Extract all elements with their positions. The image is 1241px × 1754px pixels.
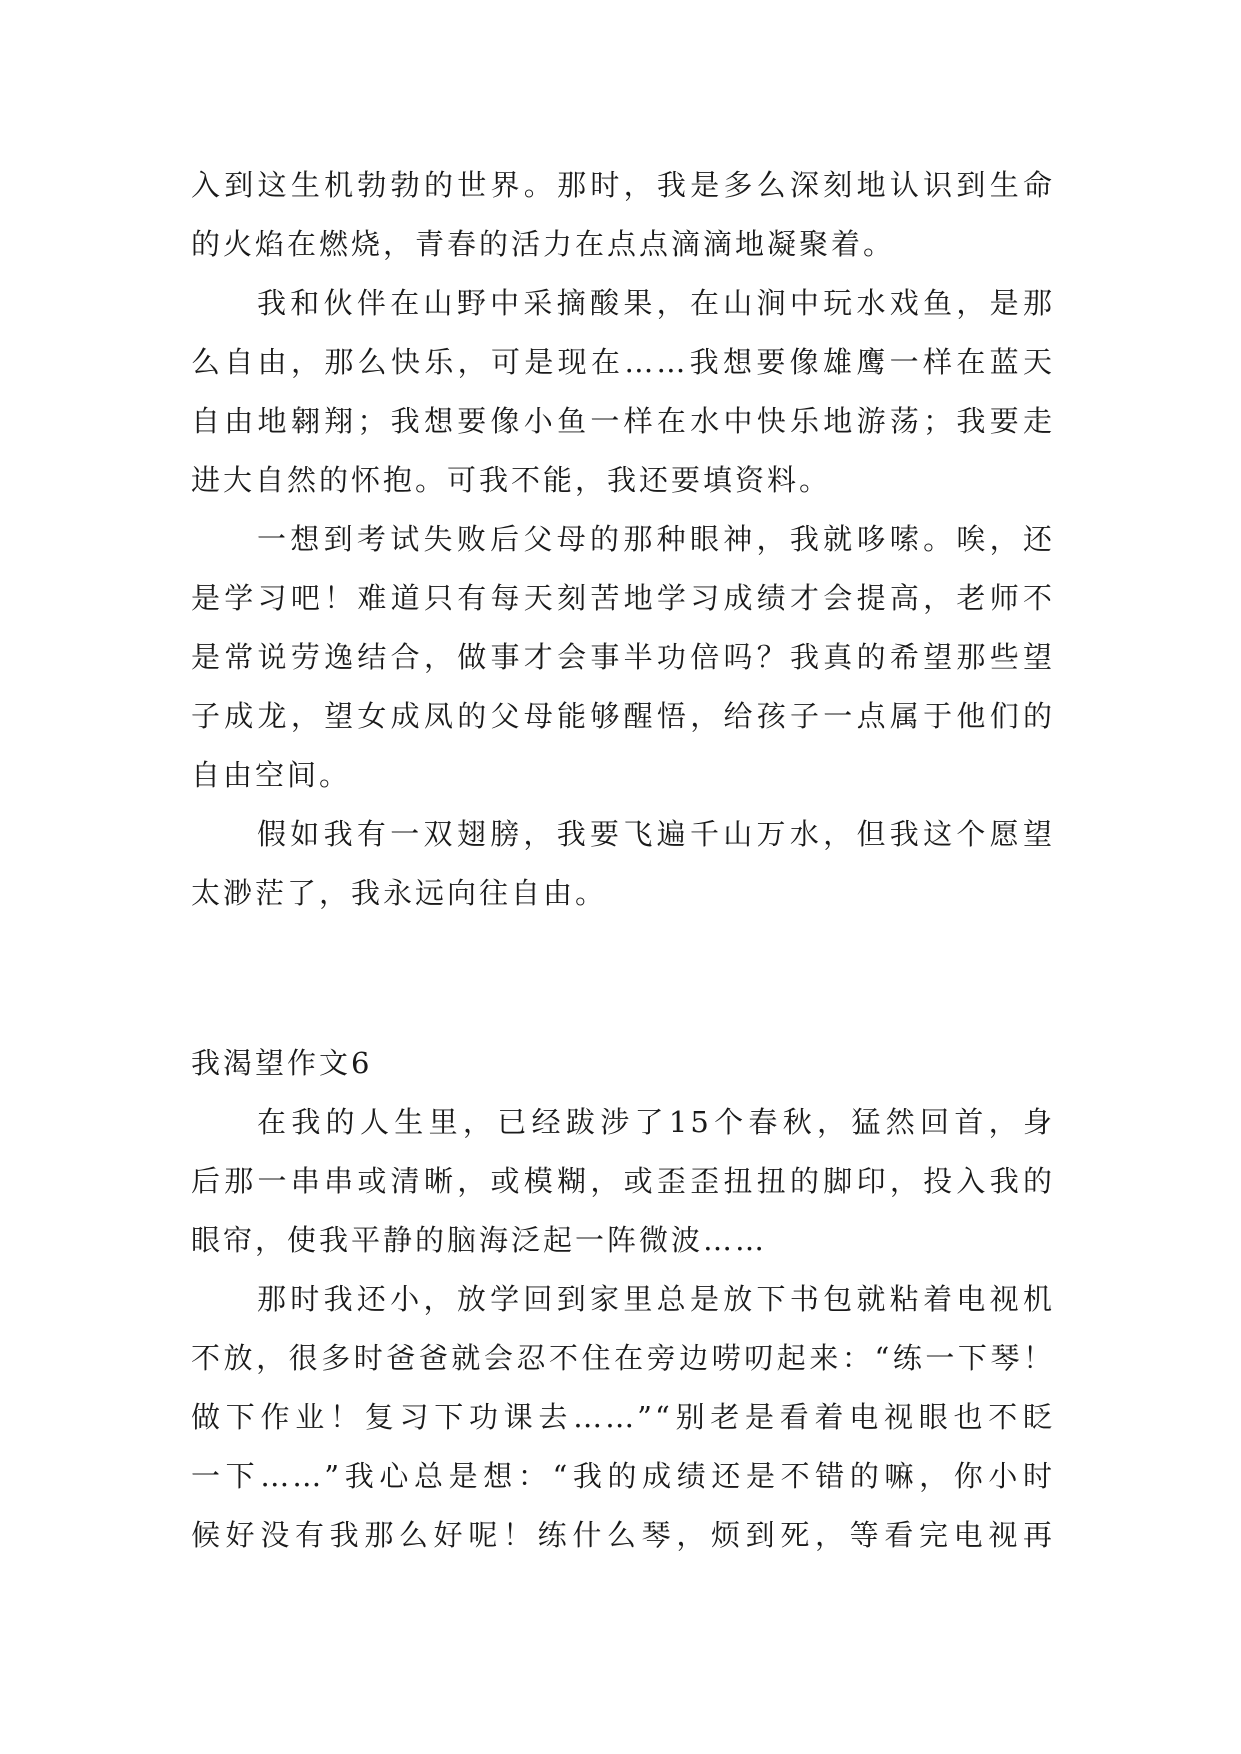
text-line: 我和伙伴在山野中采摘酸果，在山涧中玩水戏鱼，是那 xyxy=(257,286,1055,320)
text-line: 一想到考试失败后父母的那种眼神，我就哆嗦。唉，还 xyxy=(257,522,1055,556)
text-line: 么自由，那么快乐，可是现在……我想要像雄鹰一样在蓝天 xyxy=(191,345,1055,379)
paragraph xyxy=(191,510,1055,805)
text-line: 是常说劳逸结合，做事才会事半功倍吗？我真的希望那些望 xyxy=(191,640,1055,674)
text-line: 候好没有我那么好呢！练什么琴，烦到死，等看完电视再 xyxy=(191,1518,1055,1552)
text-line: 自由空间。 xyxy=(191,758,352,792)
text-line: 后那一串串或清晰，或模糊，或歪歪扭扭的脚印，投入我的 xyxy=(191,1164,1055,1198)
text-line: 太渺茫了，我永远向往自由。 xyxy=(191,876,608,910)
paragraph-continued xyxy=(191,156,1055,274)
paragraph xyxy=(191,805,1055,923)
previous-essay-text xyxy=(191,156,1055,923)
paragraph xyxy=(191,1270,1055,1565)
text-line: 那时我还小，放学回到家里总是放下书包就粘着电视机 xyxy=(257,1282,1055,1316)
text-line: 的火焰在燃烧，青春的活力在点点滴滴地凝聚着。 xyxy=(191,227,896,261)
essay-section xyxy=(191,1034,1055,1565)
essay-title: 我渴望作文6 xyxy=(191,1046,373,1080)
paragraph xyxy=(191,1093,1055,1270)
text-line: 做下作业！复习下功课去……”“别老是看着电视眼也不眨 xyxy=(191,1400,1055,1434)
text-line: 子成龙，望女成凤的父母能够醒悟，给孩子一点属于他们的 xyxy=(191,699,1055,733)
text-line: 入到这生机勃勃的世界。那时，我是多么深刻地认识到生命 xyxy=(191,168,1055,202)
text-line: 眼帘，使我平静的脑海泛起一阵微波…… xyxy=(191,1223,768,1257)
text-line: 自由地翱翔；我想要像小鱼一样在水中快乐地游荡；我要走 xyxy=(191,404,1055,438)
text-line: 在我的人生里，已经跋涉了15个春秋，猛然回首，身 xyxy=(257,1105,1055,1139)
paragraph xyxy=(191,274,1055,510)
text-line: 一下……”我心总是想：“我的成绩还是不错的嘛，你小时 xyxy=(191,1459,1055,1493)
text-line: 是学习吧！难道只有每天刻苦地学习成绩才会提高，老师不 xyxy=(191,581,1055,615)
text-line: 不放，很多时爸爸就会忍不住在旁边唠叨起来：“练一下琴！ xyxy=(191,1341,1055,1375)
text-line: 进大自然的怀抱。可我不能，我还要填资料。 xyxy=(191,463,832,497)
text-line: 假如我有一双翅膀，我要飞遍千山万水，但我这个愿望 xyxy=(257,817,1055,851)
